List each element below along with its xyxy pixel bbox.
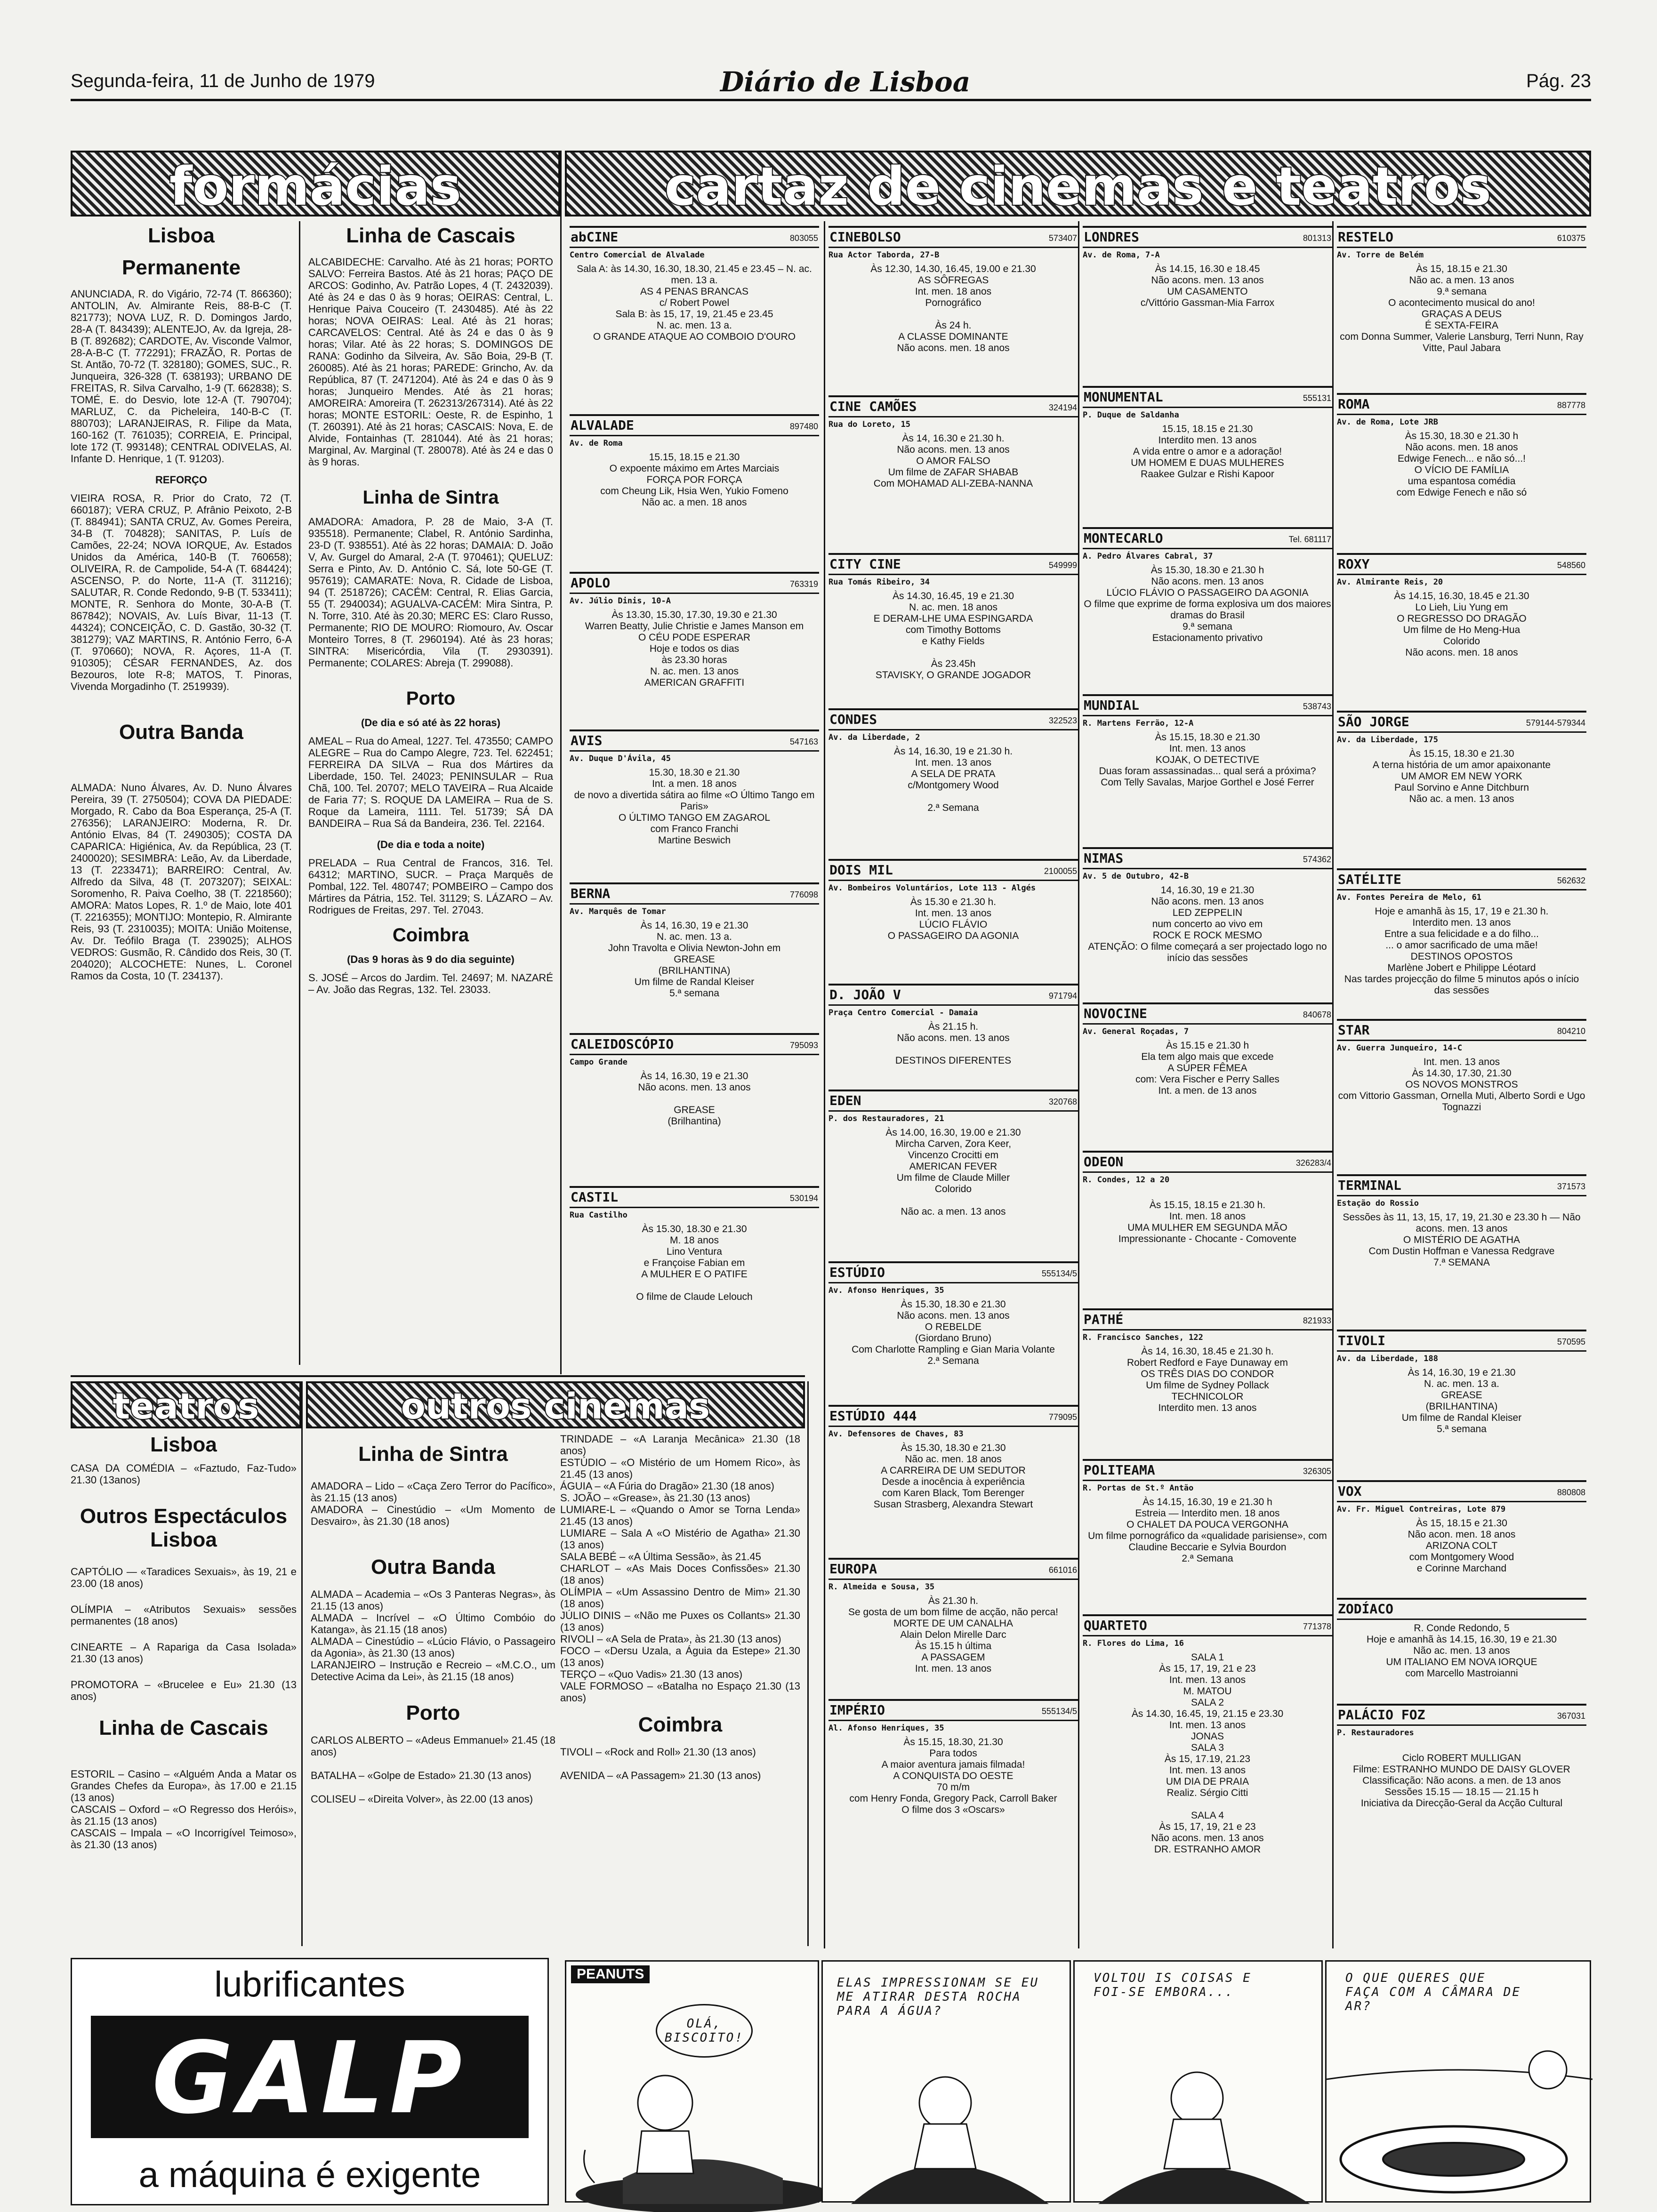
cinema-block-restelo (1337, 226, 1586, 393)
cinema-phone: 548560 (1557, 561, 1585, 570)
cinema-phone: 803055 (789, 233, 818, 243)
cinema-phone: 2100055 (1044, 866, 1077, 876)
cinema-block-satelite (1337, 868, 1586, 1019)
cinema-address: P. Restauradores (1337, 1728, 1414, 1738)
banner-outros-cinemas: outros cinemas (306, 1381, 805, 1428)
cinema-name: ROXY 548560 (1337, 553, 1586, 575)
outros-cinemas-column-a (311, 1433, 555, 1946)
cinema-address: Rua Castilho (570, 1210, 627, 1220)
cinema-name: IMPÉRIO 555134/5 (828, 1699, 1078, 1721)
speech-bubble: VOLTOU IS COISAS E FOI-SE EMBORA... (1094, 1971, 1252, 1999)
section-heading: Linha de Cascais (346, 224, 515, 247)
cinema-block-condes (828, 708, 1078, 859)
cinema-name: RESTELO 610375 (1337, 226, 1586, 248)
cinema-name: CINEBOLSO 573407 (828, 226, 1078, 248)
cinema-programme: SALA 1 Às 15, 17, 19, 21 e 23 Int. men. 13 anos M. MATOU SALA 2 Às 14.30, 16.45, 19, 21.15 e 23.30 Int. men. 13 anos JONAS SALA 3 Às 15, 17.19, 21.23 Int. men. 13 anos UM DIA DE PRAIA Realiz. Sérgio Citti SALA 4 Às 15, 17, 19, 21 e 23 Não acons. men. 13 anos DR. ESTRANHO AMOR (1131, 1652, 1284, 1855)
section-heading: Lisboa (148, 224, 215, 247)
cinema-block-alvalade (570, 414, 819, 572)
cinema-programme: Int. men. 13 anos Às 14.30, 17.30, 21.30 OS NOVOS MONSTROS com Vittorio Gassman, Ornella Muti, Alberto Sordi e Ugo Tognazzi (1338, 1057, 1585, 1113)
cinema-programme: Às 14.00, 16.30, 19.00 e 21.30 Mircha Carven, Zora Keer, Vincenzo Crocitti em AMERICAN FEVER Um filme de Claude Miller Colorido Não ac. a men. 13 anos (885, 1127, 1021, 1217)
cinema-address: P. Duque de Saldanha (1083, 410, 1179, 420)
comic-panel-2 (821, 1960, 1071, 2203)
cinema-phone: 367031 (1557, 1711, 1585, 1721)
cinema-block-cinebolso (828, 226, 1078, 395)
cinema-address: Av. de Roma, 7-A (1083, 250, 1160, 260)
cinema-name: EUROPA 661016 (828, 1558, 1078, 1580)
cinema-programme: Às 21.15 h. Não acons. men. 13 anos DESTINOS DIFERENTES (895, 1021, 1012, 1066)
cinema-phone: 570595 (1557, 1337, 1585, 1346)
cinema-block-avis (570, 729, 819, 882)
cinema-phone: 661016 (1048, 1565, 1077, 1575)
pharmacy-list: ALMADA: Nuno Álvares, Av. D. Nuno Álvares Pereira, 39 (T. 2750504); COVA DA PIEDADE: Morgado, R. Cabo da Boa Esperança, 25-A (T. 276356); LARANJEIRO: Moderna, R. Dr. António Elvas, 84 (T. 2490305); COSTA DA CAPARICA: Higiénica, Av. da República, 23 (T. 2400020); SESIMBRA: Leão, Av. da Liberdade, 13 (T. 2233471); BARREIRO: Central, Av. Alfredo da Silva, 48 (T. 2073207); SEIXAL: Soromenho, R. Paiva Coelho, 38 (T. 2218560); AMORA: Matos Lopes, R. 1.º de Maio, lote 401 (T. 2216355); MONTIJO: Montepio, R. Almirante Reis, 93 (T. 2310035); MOITA: União Moitense, Av. Dr. Teófilo Braga (T. 239025); ALHOS VEDROS: Gusmão, R. Cândido dos Reis, 30 (T. 204020); ALCOCHETE: Nunes, L. Coronel Ramos da Costa, 10 (T. 234137). (71, 782, 292, 982)
comic-panel-1 (565, 1960, 819, 2203)
header-date: Segunda-feira, 11 de Junho de 1979 (71, 71, 375, 91)
cinema-programme: Às 14, 16.30 e 21.30 h. Não acons. men. 13 anos O AMOR FALSO Um filme de ZAFAR SHABAB Com MOHAMAD ALI-ZEBA-NANNA (873, 433, 1033, 489)
cinema-programme: Hoje e amanhã às 15, 17, 19 e 21.30 h. Interdito men. 13 anos Entre a sua felicidade e a do filho... ... o amor sacrificado de uma mãe! DESTINOS OPOSTOS Marlène Jobert e Philippe Léotard Nas tardes projecção do filme 5 minutos após o início das sessões (1344, 906, 1579, 996)
pharmacy-list: ANUNCIADA, R. do Vigário, 72-74 (T. 866360); ANTOLIN, Av. Almirante Reis, 88-B-C (T. 821773); NOVA LUZ, R. D. Domingos Jardo, 28-A (T. 843439); ALENTEJO, Av. da Igreja, 28-B (T. 892682); CARDOTE, Av. Visconde Valmor, 28-A-B-C (T. 772291); FRAZÃO, R. Portas de St. Antão, 70-72 (T. 328180); GOMES, SUC., R. Junqueira, 326-328 (T. 638193); URBANO DE FREITAS, R. Silva Carvalho, 1-9 (T. 662838); S. TOMÉ, E. do Desvio, lote 12-A (T. 790704); MARLUZ, C. da Picheleira, 140-B-C (T. 880703); LARANJEIRAS, R. Filipe da Mata, 160-162 (T. 761035); CORREIA, E. Principal, lote 172 (T. 993148); CENTRAL ODIVELAS, Al. Infante D. Henrique, 1 (T. 91203). (71, 288, 292, 465)
cinema-column (570, 226, 819, 1374)
cinema-block-estudio-444 (828, 1405, 1078, 1558)
column-rule (824, 221, 825, 1948)
cinema-programme: R. Conde Redondo, 5 Hoje e amanhã às 14.15, 16.30, 19 e 21.30 Não ac. men. 13 anos UM ITALIANO EM NOVA IORQUE com Marcello Mastroianni (1367, 1623, 1557, 1679)
cinema-block-caleidoscopio (570, 1033, 819, 1186)
cinema-name: ODEON 326283/4 (1083, 1151, 1332, 1173)
cinema-address: Av. de Roma (570, 439, 623, 448)
cinema-programme: Ciclo ROBERT MULLIGAN Filme: ESTRANHO MUNDO DE DAISY GLOVER Classificação: Não acons. a men. de 13 anos Sessões 15.15 — 18.15 — 21.15 h Iniciativa da Direcção-Geral da Acção Cultural (1353, 1753, 1570, 1809)
cinema-name: LONDRES 801313 (1083, 226, 1332, 248)
cinema-name: SATÉLITE 562632 (1337, 868, 1586, 890)
cinema-block-politeama (1083, 1459, 1332, 1614)
cinema-programme: Às 15, 18.15 e 21.30 Não acon. men. 18 anos ARIZONA COLT com Montgomery Wood e Corinne Marchand (1408, 1518, 1516, 1574)
cinema-name: CONDES 322523 (828, 708, 1078, 730)
comic-drawing-sally (1075, 1962, 1324, 2204)
cinema-phone: 610375 (1557, 233, 1585, 243)
section-heading: Coimbra (638, 1713, 723, 1736)
cinema-phone: 322523 (1048, 716, 1077, 725)
cinema-name: POLITEAMA 326305 (1083, 1459, 1332, 1481)
cinema-address: Av. Duque D'Ávila, 45 (570, 754, 671, 763)
cinema-phone: 549999 (1048, 561, 1077, 570)
cinema-phone: 547163 (789, 737, 818, 746)
cinema-block-terminal (1337, 1174, 1586, 1330)
cinema-programme: Às 14, 16.30, 19 e 21.30 Não acons. men. 13 anos GREASE (Brilhantina) (638, 1071, 751, 1127)
cinema-block-novocine (1083, 1002, 1332, 1151)
cinema-address: Al. Afonso Henriques, 35 (828, 1723, 944, 1733)
cinema-address: R. Francisco Sanches, 122 (1083, 1333, 1203, 1342)
newspaper-title: Diário de Lisboa (720, 66, 971, 98)
cinema-phone: 326283/4 (1295, 1158, 1331, 1168)
section-heading: Outra Banda (119, 721, 244, 744)
cinema-block-imperio (828, 1699, 1078, 1854)
cinema-column (828, 226, 1078, 1815)
cinema-name: CALEIDOSCÓPIO 795093 (570, 1033, 819, 1055)
comic-panel-4 (1325, 1960, 1591, 2203)
cinema-name: NIMAS 574362 (1083, 847, 1332, 869)
show-listing: OLÍMPIA – «Atributos Sexuais» sessões permanentes (18 anos) (71, 1603, 297, 1627)
cinema-block-eden (828, 1090, 1078, 1261)
speech-bubble: OLÁ, BISCOITO! (656, 2004, 753, 2058)
cinema-name: MUNDIAL 538743 (1083, 694, 1332, 716)
cinema-programme: Às 15.30, 18.30 e 21.30 M. 18 anos Lino Ventura e Françoise Fabian em A MULHER E O PATIFE O filme de Claude Lelouch (636, 1224, 753, 1302)
cinema-block-odeon (1083, 1151, 1332, 1308)
cinema-phone: 320768 (1048, 1097, 1077, 1106)
page-number: Pág. 23 (1526, 71, 1591, 91)
cinema-name: AVIS 547163 (570, 729, 819, 752)
cinema-programme: Às 15.15, 18.30 e 21.30 A terna história de um amor apaixonante UM AMOR EM NEW YORK Paul Sorvino e Anne Ditchburn Não ac. a men. 13 anos (1372, 748, 1551, 804)
pharmacy-list: S. JOSÉ – Arcos do Jardim. Tel. 24697; M. NAZARÉ – Av. João das Regras, 132. Tel. 23033. (308, 972, 553, 995)
cinema-name: TERMINAL 371573 (1337, 1174, 1586, 1196)
section-subheading: (De dia e toda a noite) (377, 839, 485, 850)
pharmacy-column-linhas (308, 221, 553, 1365)
cinema-block-tivoli (1337, 1330, 1586, 1480)
cinema-name: QUARTETO 771378 (1083, 1614, 1332, 1636)
cinema-phone: 555131 (1303, 393, 1331, 403)
cinema-phone: 371573 (1557, 1182, 1585, 1191)
cinema-name: ESTÚDIO 444 779095 (828, 1405, 1078, 1427)
cinema-phone: 763319 (789, 579, 818, 589)
cinema-programme: 14, 16.30, 19 e 21.30 Não acons. men. 13 anos LED ZEPPELIN num concerto ao vivo em ROCK E ROCK MESMO ATENÇÃO: O filme começará a ser projectado logo no início das sessões (1088, 885, 1327, 963)
cinema-block-dois-mil (828, 859, 1078, 984)
cinema-programme: Às 21.30 h. Se gosta de um bom filme de acção, não perca! MORTE DE UM CANALHA Alain Delon Mirelle Darc Às 15.15 h última A PASSAGEM Int. men. 13 anos (848, 1595, 1058, 1674)
show-listing: CINEARTE – A Rapariga da Casa Isolada» 21.30 (13 anos) (71, 1641, 297, 1665)
ad-tagline-top: lubrificantes (214, 1964, 405, 2004)
banner-teatros: teatros (71, 1381, 301, 1428)
cinema-column (1083, 226, 1332, 1855)
cinema-address: Av. Afonso Henriques, 35 (828, 1286, 944, 1295)
cinema-address: Campo Grande (570, 1058, 627, 1067)
ad-tagline-bottom: a máquina é exigente (138, 2155, 481, 2195)
cinema-phone: 326305 (1303, 1467, 1331, 1476)
cinema-block-sao-jorge (1337, 711, 1586, 868)
cinema-name: ALVALADE 897480 (570, 414, 819, 436)
cinema-name: MONUMENTAL 555131 (1083, 386, 1332, 408)
pharmacy-list: PRELADA – Rua Central de Francos, 316. Tel. 64312; MARTINO, SUCR. – Praça Marquês de Pombal, 122. Tel. 480747; POMBEIRO – Campo dos Mártires da Pátria, 152. Tel. 31129; S. LÁZARO – Av. Rodrigues de Freitas, 297. Tel. 27043. (308, 857, 553, 916)
galp-logo: GALP (91, 2016, 529, 2138)
cinema-name: CINE CAMÕES 324194 (828, 395, 1078, 417)
cinema-block-roxy (1337, 553, 1586, 711)
pharmacy-column-lisboa (71, 221, 292, 1365)
cinema-phone: 887778 (1557, 401, 1585, 410)
column-rule (807, 1381, 809, 1946)
cinema-listing: CARLOS ALBERTO – «Adeus Emmanuel» 21.45 (18 anos) BATALHA – «Golpe de Estado» 21.30 (13 anos) COLISEU – «Direita Volver», às 22.00 (13 anos) (311, 1734, 555, 1805)
cinema-name: BERNA 776098 (570, 882, 819, 905)
column-rule (1078, 221, 1079, 1948)
cinema-block-vox (1337, 1480, 1586, 1598)
comic-drawing-tube (1327, 1962, 1593, 2204)
section-subheading: (Das 9 horas às 9 do dia seguinte) (347, 954, 515, 965)
column-rule (560, 151, 562, 1374)
speech-bubble: ELAS IMPRESSIONAM SE EU ME ATIRAR DESTA ROCHA PARA A ÁGUA? (837, 1976, 1039, 2018)
cinema-block-londres (1083, 226, 1332, 386)
cinema-block-berna (570, 882, 819, 1033)
cinema-phone: 795093 (789, 1041, 818, 1050)
cinema-name: ROMA 887778 (1337, 393, 1586, 415)
cinema-programme: Às 15.30, 18.30 e 21.30 h Não acons. men. 13 anos LÚCIO FLÁVIO O PASSAGEIRO DA AGONIA O filme que exprime de forma explosiva um dos maiores dramas do Brasil 9.ª semana Estacionamento privativo (1084, 565, 1331, 643)
cinema-programme: Às 15.15, 18.30 e 21.30 Int. men. 13 anos KOJAK, O DETECTIVE Duas foram assassinadas... qual será a próxima? Com Telly Savalas, Marjoe Gorthel e José Ferrer (1099, 732, 1316, 788)
cinema-address: Praça Centro Comercial - Damaia (828, 1008, 978, 1018)
cinema-address: Av. Fr. Miguel Contreiras, Lote 879 (1337, 1505, 1506, 1514)
cinema-block-zodiaco (1337, 1598, 1586, 1704)
show-listing: CAPTÓLIO — «Taradices Sexuais», às 19, 21 e 23.00 (18 anos) (71, 1566, 297, 1589)
cinema-listing: TRINDADE – «A Laranja Mecânica» 21.30 (18 anos) ESTÚDIO – «O Mistério de um Homem Rico», às 21.45 (13 anos) ÁGUIA – «A Fúria do Dragão» 21.30 (18 anos) S. JOÃO – «Grease», às 21.30 (13 anos) LUMIARE-L – «Quando o Amor se Torna Lenda» 21.45 (13 anos) LUMIARE – Sala A «O Mistério de Agatha» 21.30 (13 anos) SALA BEBÉ – «A Última Sessão», às 21.45 CHARLOT – «As Mais Doces Confissões» 21.30 (18 anos) OLÍMPIA – «Um Assassino Dentro de Mim» 21.30 (18 anos) JÚLIO DINIS – «Não me Puxes os Collants» 21.30 (13 anos) RIVOLI – «A Sela de Prata», às 21.30 (13 anos) FOCO – «Dersu Uzala, a Águia da Estepe» 21.30 (13 anos) TERÇO – «Quo Vadis» 21.30 (13 anos) VALE FORMOSO – «Batalha no Espaço 21.30 (13 anos) (560, 1433, 800, 1704)
comic-panel-3 (1073, 1960, 1323, 2203)
section-heading: Linha de Sintra (358, 1443, 508, 1466)
cinema-block-star (1337, 1019, 1586, 1174)
cinema-address: R. Flores do Lima, 16 (1083, 1639, 1184, 1648)
cinema-programme: Às 15.30 e 21.30 h. Int. men. 13 anos LÚCIO FLÁVIO O PASSAGEIRO DA AGONIA (887, 897, 1019, 941)
cinema-programme: 15.15, 18.15 e 21.30 O expoente máximo em Artes Marciais FORÇA POR FORÇA com Cheung Lik, Hsia Wen, Yukio Fomeno Não ac. a men. 18 anos (600, 452, 788, 508)
section-heading: Porto (406, 1701, 460, 1724)
cinema-name: DOIS MIL 2100055 (828, 859, 1078, 881)
cinema-programme: Às 13.30, 15.30, 17.30, 19.30 e 21.30 Warren Beatty, Julie Christie e James Manson em O CÉU PODE ESPERAR Hoje e todos os dias às 23.30 horas N. ac. men. 13 anos AMERICAN GRAFFITI (585, 609, 804, 688)
comic-title: PEANUTS (571, 1965, 650, 1983)
cinema-name: D. JOÃO V 971794 (828, 984, 1078, 1006)
pharmacy-list: AMEAL – Rua do Ameal, 1227. Tel. 473550; CAMPO ALEGRE – Rua do Campo Alegre, 723. Tel. 622451; FERREIRA DA SILVA – Rua dos Mártires da Liberdade, 150. Tel. 24023; PENINSULAR – Rua Chã, 100. Tel. 20707; MELO TAVEIRA – Rua Alcaide de Faria 77; S. ROQUE DA LAMEIRA – Rua de S. Roque da Lameira, 1111. Tel. 51739; SÁ DA BANDEIRA – Rua Sá da Bandeira, 236. Tel. 22164. (308, 735, 553, 829)
cinema-programme: Às 12.30, 14.30, 16.45, 19.00 e 21.30 AS SÔFREGAS Int. men. 18 anos Pornográfico Às 24 h. A CLASSE DOMINANTE Não acons. men. 18 anos (870, 264, 1036, 353)
cinema-programme: Sessões às 11, 13, 15, 17, 19, 21.30 e 23.30 h — Não acons. men. 13 anos O MISTÉRIO DE AGATHA Com Dustin Hoffman e Vanessa Redgrave 7.ª SEMANA (1343, 1212, 1581, 1268)
comic-drawing-charlie (566, 1962, 820, 2204)
cinema-address: Av. da Liberdade, 188 (1337, 1354, 1438, 1363)
outros-cinemas-column-b (560, 1433, 800, 1946)
cinema-address: Av. Marquês de Tomar (570, 907, 666, 916)
cinema-address: Av. Guerra Junqueiro, 14-C (1337, 1043, 1463, 1053)
cinema-name: EDEN 320768 (828, 1090, 1078, 1112)
cinema-address: Estação do Rossio (1337, 1199, 1419, 1208)
cinema-block-cine-camoes (828, 395, 1078, 553)
cinema-address: Rua do Loreto, 15 (828, 420, 910, 429)
cinema-block-nimas (1083, 847, 1332, 1002)
cinema-name: TIVOLI 570595 (1337, 1330, 1586, 1352)
cinema-address: A. Pedro Álvares Cabral, 37 (1083, 552, 1213, 561)
cinema-programme: Às 15.15, 18.30, 21.30 Para todos A maior aventura jamais filmada! A CONQUISTA DO OESTE 70 m/m com Henry Fonda, Gregory Pack, Carroll Baker O filme dos 3 «Oscars» (849, 1737, 1057, 1815)
cinema-address: Rua Tomás Ribeiro, 34 (828, 577, 930, 587)
show-listing: PROMOTORA – «Brucelee e Eu» 21.30 (13 anos) (71, 1679, 297, 1702)
banner-cartaz: cartaz de cinemas e teatros (565, 151, 1591, 216)
column-rule (301, 1381, 303, 1946)
cinema-address: Centro Comercial de Alvalade (570, 250, 705, 260)
cinema-block-europa (828, 1558, 1078, 1699)
cinema-address: Av. General Roçadas, 7 (1083, 1027, 1189, 1036)
cinema-programme: Às 14, 16.30, 19 e 21.30 h. Int. men. 13 anos A SELA DE PRATA c/Montgomery Wood 2.ª Semana (893, 746, 1013, 813)
cinema-phone: 779095 (1048, 1412, 1077, 1422)
cinema-programme: Às 14.30, 16.45, 19 e 21.30 N. ac. men. 18 anos E DERAM-LHE UMA ESPINGARDA com Timothy Bottoms e Kathy Fields Às 23.45h STAVISKY, O GRANDE JOGADOR (873, 591, 1033, 681)
section-heading: Outros Espectáculos Lisboa (80, 1505, 288, 1551)
cinema-block-montecarlo (1083, 527, 1332, 694)
theatre-listing: CASA DA COMÉDIA – «Faztudo, Faz-Tudo» 21.30 (13anos) (71, 1462, 297, 1486)
section-subheading: REFORÇO (155, 474, 207, 486)
cinema-phone: 555134/5 (1041, 1269, 1077, 1278)
cinema-name: VOX 880808 (1337, 1480, 1586, 1502)
cinema-phone: 562632 (1557, 876, 1585, 885)
cinema-block-abcine (570, 226, 819, 414)
cinema-phone: 324194 (1048, 403, 1077, 412)
section-heading: Linha de Cascais (99, 1716, 268, 1739)
cinema-block-city-cine (828, 553, 1078, 708)
section-heading: Coimbra (392, 925, 469, 946)
column-rule (299, 221, 300, 1365)
banner-farmacias: formácias (71, 151, 560, 216)
cinema-name: CITY CINE 549999 (828, 553, 1078, 575)
cinema-column (1337, 226, 1586, 1809)
section-heading: Porto (406, 688, 456, 709)
cinema-programme: Às 14.15, 16.30 e 18.45 Não acons. men. 13 anos UM CASAMENTO c/Vittório Gassman-Mia Farrox (1140, 264, 1275, 308)
cinema-name: ZODÍACO (1337, 1598, 1586, 1620)
pharmacy-list: AMADORA: Amadora, P. 28 de Maio, 3-A (T. 935518). Permanente; Clabel, R. António Sardinha, 23-D (T. 938551). Até às 22 horas; DAMAIA: D. João V, Av. Gurgel do Amaral, 2-A (T. 970461); QUELUZ: Serra e Pinto, Av. D. António C. Sá, lote 50-GE (T. 957619); CAMARATE: Nova, R. Cidade de Lisboa, 94 (T. 2518726); CACÉM: Central, R. Elias Garcia, 55 (T. 2940034); AGUALVA-CACÉM: Mira Sintra, P. N. Torre, 310. Até às 20.30; MERC ES: Claro Russo, Permanente; RIO DE MOURO: Riomouro, Av. Oscar Monteiro Torres, 8 (T. 2960194). Até às 23 horas; SINTRA: Misericórdia, Vila (T. 2930391). Permanente; COLARES: Abreja (T. 299088). (308, 516, 553, 669)
cinema-programme: Às 14, 16.30, 19 e 21.30 N. ac. men. 13 a. GREASE (BRILHANTINA) Um filme de Randal Kleiser 5.ª semana (1401, 1367, 1522, 1435)
cinema-phone: 804210 (1557, 1026, 1585, 1036)
cinema-phone: 840678 (1303, 1010, 1331, 1019)
cinema-address: Av. 5 de Outubro, 42-B (1083, 872, 1189, 881)
cinema-programme: 15.15, 18.15 e 21.30 Interdito men. 13 anos A vida entre o amor e a adoração! UM HOMEM E DUAS MULHERES Raakee Gulzar e Rishi Kapoor (1131, 424, 1284, 480)
cinema-name: PALÁCIO FOZ 367031 (1337, 1704, 1586, 1726)
pharmacy-list: ALCABIDECHE: Carvalho. Até às 21 horas; PORTO SALVO: Ferreira Bastos. Até às 21 horas; PAÇO DE ARCOS: Godinho, Av. Patrão Lopes, 4 (T. 2432039). Até às 24 e das 0 às 9 horas; OEIRAS: Central, L. Henrique Paiva Couceiro (T. 2430485). Até às 22 horas; NOVA OEIRAS: Leal. Até às 21 horas; CARCAVELOS: Central. Até às 24 e das 0 às 9 horas; Vilar. Até às 22 horas; S. DOMINGOS DE RANA: Godinho da Silveira, Av. São Boia, 29-B (T. 260085). Até às 21 horas; PAREDE: Grincho, Av. da República, 87 (T. 2471204). Até às 24 e das 0 às 9 horas; Junqueiro Mendes. Até às 21 horas; AMOREIRA: Amoreira (T. 262313/267314). Até às 22 horas; MONTE ESTORIL: Oeste, R. de Espinho, 1 (T. 260391). Até às 21 horas; CASCAIS: Nova, E. de Alvide, Fontainhas (T. 281044). Até às 21 horas; Marginal, Av. Marginal (T. 280078). Até às 24 e das 0 às 9 horas. (308, 256, 553, 468)
section-subheading: (De dia e só até às 22 horas) (361, 717, 500, 729)
galp-advertisement (71, 1958, 549, 2205)
cinema-programme: Às 15.30, 18.30 e 21.30 h Não acons. men. 18 anos Edwige Fenech... e não só...! O VÍCIO DE FAMÍLIA uma espantosa comédia com Edwige Fenech e não só (1396, 431, 1527, 498)
cinema-listing: ALMADA – Academia – «Os 3 Panteras Negras», às 21.15 (13 anos) ALMADA – Incrível – «O Último Combóio do Katanga», às 21.15 (18 anos) ALMADA – Cinestúdio – «Lúcio Flávio, o Passageiro da Agonia», às 21.30 (13 anos) LARANJEIRO – Instrução e Recreio – «M.C.O., um Detective Acima da Lei», às 21.15 (18 anos) (311, 1588, 555, 1683)
cinema-name: ESTÚDIO 555134/5 (828, 1261, 1078, 1283)
section-heading: Lisboa (150, 1433, 217, 1456)
cinema-programme: Às 15, 18.15 e 21.30 Não ac. a men. 13 anos 9.ª semana O acontecimento musical do ano! GRAÇAS A DEUS É SEXTA-FEIRA com Donna Summer, Valerie Lansburg, Terri Nunn, Ray Vitte, Paul Jabara (1340, 264, 1584, 353)
cinema-listing: AMADORA – Lido – «Caça Zero Terror do Pacífico», às 21.15 (13 anos) AMADORA – Cinestúdio – «Um Momento de Desvairo», às 21.30 (18 anos) (311, 1480, 555, 1527)
section-heading: Linha de Sintra (362, 487, 499, 508)
cinema-programme: Sala A: às 14.30, 16.30, 18.30, 21.45 e 23.45 – N. ac. men. 13 a. AS 4 PENAS BRANCAS c/ Robert Powel Sala B: às 15, 17, 19, 21.45 e 23.45 N. ac. men. 13 a. O GRANDE ATAQUE AO COMBOIO D'OURO (577, 264, 812, 342)
cinema-block-palacio-foz (1337, 1704, 1586, 1845)
cinema-block-estudio (828, 1261, 1078, 1405)
cinema-block-pathe (1083, 1308, 1332, 1459)
cinema-phone: 574362 (1303, 855, 1331, 864)
cinema-address: Av. Fontes Pereira de Melo, 61 (1337, 893, 1482, 902)
cinema-phone: Tel. 681117 (1288, 535, 1331, 544)
cinema-programme: Às 14, 16.30, 18.45 e 21.30 h. Robert Redford e Faye Dunaway em OS TRÊS DIAS DO CONDOR Um filme de Sydney Pollack TECHNICOLOR Interdito men. 13 anos (1127, 1346, 1288, 1413)
cinema-phone: 555134/5 (1041, 1707, 1077, 1716)
cinema-name: STAR 804210 (1337, 1019, 1586, 1041)
column-rule (1332, 221, 1334, 1948)
cinema-programme: Às 15.30, 18.30 e 21.30 Não acons. men. 13 anos O REBELDE (Giordano Bruno) Com Charlotte Rampling e Gian Maria Volante 2.ª Semana (852, 1299, 1055, 1366)
cinema-name: NOVOCINE 840678 (1083, 1002, 1332, 1025)
cinema-block-mundial (1083, 694, 1332, 847)
cinema-phone: 821933 (1303, 1316, 1331, 1325)
show-listing: ESTORIL – Casino – «Alguém Anda a Matar os Grandes Chefes da Europa», às 17.00 e 21.15 (13 anos) CASCAIS – Oxford – «O Regresso dos Heróis», às 21.15 (13 anos) CASCAIS – Impala – «O Incorrigível Teimoso», às 21.30 (13 anos) (71, 1768, 297, 1851)
cinema-address: R. Condes, 12 a 20 (1083, 1175, 1170, 1185)
cinema-phone: 573407 (1048, 233, 1077, 243)
cinema-address: Av. da Liberdade, 2 (828, 733, 920, 742)
cinema-phone: 776098 (789, 890, 818, 899)
cinema-phone: 971794 (1048, 991, 1077, 1001)
cinema-programme: Às 14.15, 16.30, 18.45 e 21.30 Lo Lieh, Liu Yung em O REGRESSO DO DRAGÃO Um filme de Ho Meng-Hua Colorido Não acons. men. 18 anos (1394, 591, 1529, 658)
section-heading: Outra Banda (370, 1555, 496, 1579)
cinema-address: Rua Actor Taborda, 27-B (828, 250, 940, 260)
cinema-address: Av. Bombeiros Voluntários, Lote 113 - Algés (828, 883, 1036, 893)
cinema-phone: 771378 (1303, 1622, 1331, 1631)
cinema-address: R. Almeida e Sousa, 35 (828, 1582, 935, 1592)
cinema-address: R. Portas de St.º Antão (1083, 1483, 1194, 1493)
cinema-programme: Às 15.15, 18.15 e 21.30 h. Int. men. 18 anos UMA MULHER EM SEGUNDA MÃO Impressionante - Chocante - Comovente (1118, 1200, 1297, 1244)
cinema-block-apolo (570, 572, 819, 729)
cinema-phone: 538743 (1303, 702, 1331, 711)
cinema-address: P. dos Restauradores, 21 (828, 1114, 944, 1123)
page-header (71, 66, 1591, 101)
cinema-programme: Às 15.30, 18.30 e 21.30 Não ac. men. 18 anos A CARREIRA DE UM SEDUTOR Desde a inocência à experiência com Karen Black, Tom Berenger Susan Strasberg, Alexandra Stewart (873, 1443, 1033, 1510)
cinema-phone: 801313 (1303, 233, 1331, 243)
cinema-block-d-joao-v (828, 984, 1078, 1090)
cinema-name: PATHÉ 821933 (1083, 1308, 1332, 1330)
cinema-programme: Às 14, 16.30, 19 e 21.30 N. ac. men. 13 a. John Travolta e Olivia Newton-John em GREASE (BRILHANTINA) Um filme de Randal Kleiser 5.ª semana (608, 920, 781, 999)
cinema-block-roma (1337, 393, 1586, 553)
cinema-name: CASTIL 530194 (570, 1186, 819, 1208)
cinema-name: MONTECARLO Tel. 681117 (1083, 527, 1332, 549)
section-heading: Permanente (122, 256, 241, 279)
cinema-address: Av. Defensores de Chaves, 83 (828, 1429, 964, 1439)
comic-drawing-lucy (823, 1962, 1072, 2204)
cinema-address: Av. Júlio Dinis, 10-A (570, 596, 671, 606)
teatros-column (71, 1433, 297, 1946)
cinema-name: SÃO JORGE 579144-579344 (1337, 711, 1586, 733)
cinema-name: abCINE 803055 (570, 226, 819, 248)
pharmacy-list: VIEIRA ROSA, R. Prior do Crato, 72 (T. 660187); VERA CRUZ, P. Afrânio Peixoto, 2-B (T. 884941); SANTA CRUZ, Av. Gomes Pereira, 34-B (T. 704828); SANITAS, P. Luís de Camões, 22-24; NOVA IORQUE, Av. Estados Unidos da América, 140-B (T. 760658); OLIVEIRA, R. de Campolide, 54-A (T. 684424); ASCENSO, P. do Norte, 11-A (T. 311216); SALUTAR, R. Conde Redondo, 9-B (T. 533411); MONTE, R. Senhora do Monte, 30-A-B (T. 867842); NOVAIS, Av. Luís Bivar, 11-13 (T. 44324); CONCEIÇÃO, C. D. Gastão, 30-32 (T. 381279); VAZ MARTINS, R. António Ferro, 6-A (T. 970660); NOVA, R. Açores, 11-A (T. 910305); CÉSAR FERNANDES, Az. dos Bezouros, lote R-8; MATOS, T. Pinoras, Vivenda Morgadinho (T. 2519939). (71, 492, 292, 692)
cinema-block-castil (570, 1186, 819, 1365)
cinema-address: R. Martens Ferrão, 12-A (1083, 719, 1194, 728)
cinema-address: Av. Torre de Belém (1337, 250, 1424, 260)
cinema-block-quarteto (1083, 1614, 1332, 1878)
cinema-phone: 579144-579344 (1526, 718, 1585, 728)
cinema-block-monumental (1083, 386, 1332, 527)
cinema-phone: 880808 (1557, 1488, 1585, 1497)
speech-bubble: O QUE QUERES QUE FAÇA COM A CÂMARA DE AR? (1345, 1971, 1521, 2013)
cinema-listing: TIVOLI – «Rock and Roll» 21.30 (13 anos) AVENIDA – «A Passagem» 21.30 (13 anos) (560, 1746, 761, 1781)
cinema-programme: Às 14.15, 16.30, 19 e 21.30 h Estreia — Interdito men. 18 anos O CHALET DA POUCA VERGONHA Um filme pornográfico da «qualidade parisiense», com Claudine Beccarie e Sylvia Bourdon 2.ª Semana (1088, 1497, 1327, 1564)
cinema-address: Av. Almirante Reis, 20 (1337, 577, 1443, 587)
cinema-name: APOLO 763319 (570, 572, 819, 594)
cinema-address: Av. de Roma, Lote JRB (1337, 417, 1438, 427)
section-rule (71, 1375, 805, 1377)
cinema-address: Av. da Liberdade, 175 (1337, 735, 1438, 745)
cinema-phone: 897480 (789, 422, 818, 431)
cinema-programme: Às 15.15 e 21.30 h Ela tem algo mais que excede A SÚPER FÊMEA com: Vera Fischer e Perry Salles Int. a men. de 13 anos (1135, 1040, 1279, 1096)
cinema-phone: 530194 (789, 1194, 818, 1203)
cinema-programme: 15.30, 18.30 e 21.30 Int. a men. 18 anos de novo a divertida sátira ao filme «O Último Tango em Paris» O ÚLTIMO TANGO EM ZAGAROL com Franco Franchi Martine Beswich (574, 767, 815, 846)
